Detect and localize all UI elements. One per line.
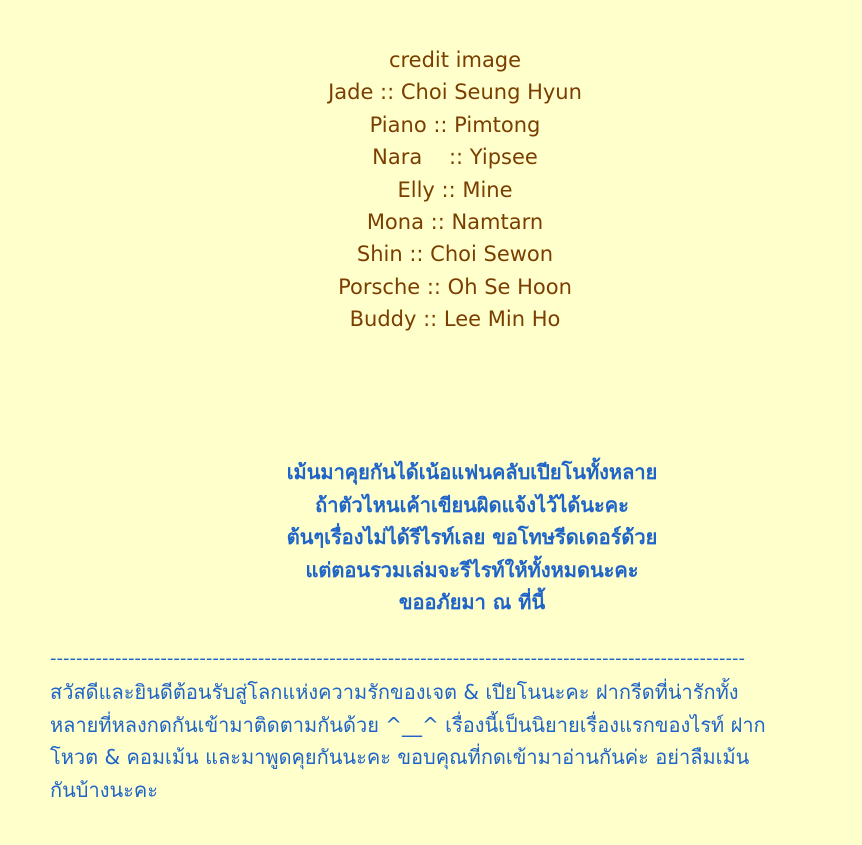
credit-line: Porsche :: Oh Se Hoon (338, 274, 572, 299)
notice-line: แต่ตอนรวมเล่มจะรีไรท์ให้ทั้งหมดนะคะ (305, 557, 639, 582)
intro-paragraph (50, 676, 850, 806)
notice-line: เม้นมาคุยกันได้เน้อแฟนคลับเปียโนทั้งหลาย (286, 460, 658, 484)
intro-line: โหวต & คอมเม้น และมาพูดคุยกันนะคะ ขอบคุณที่กดเข้ามาอ่านกันค่ะ อย่าลืมเม้น (50, 745, 750, 769)
notice-line: ถ้าตัวไหนเค้าเขียนผิดแจ้งไว้ได้นะคะ (315, 492, 629, 517)
credit-line: Elly :: Mine (397, 177, 513, 202)
credit-line: Mona :: Namtarn (366, 210, 544, 235)
credit-line: Piano :: Pimtong (369, 112, 541, 137)
intro-line: กันบ้างนะคะ (50, 777, 159, 802)
image-credits (0, 44, 862, 336)
credit-line: Shin :: Choi Sewon (356, 242, 554, 267)
notice-line: ต้นๆเรื่องไม่ได้รีไรท์เลย ขอโทษรีดเดอร์ด้วย (286, 525, 658, 550)
intro-line: หลายที่หลงกดกันเข้ามาติดตามกันด้วย ^__^ เรื่องนี้เป็นนิยายเรื่องแรกของไรท์ ฝาก (50, 712, 766, 737)
credit-line: Jade :: Choi Seung Hyun (328, 80, 582, 105)
credit-line: Nara :: Yipsee (372, 145, 538, 170)
credits-heading: credit image (388, 48, 522, 72)
notice-line: ขออภัยมา ณ ที่นี้ (398, 590, 546, 615)
author-notice (0, 456, 862, 619)
intro-line: สวัสดีและยินดีต้อนรับสู่โลกแห่งความรักของเจต & เปียโนนะคะ ฝากรีดที่น่ารักทั้ง (50, 680, 739, 704)
dashed-divider: ----------------------------------------------------------------------------------------------------------- (50, 648, 745, 669)
credit-line: Buddy :: Lee Min Ho (349, 307, 561, 332)
